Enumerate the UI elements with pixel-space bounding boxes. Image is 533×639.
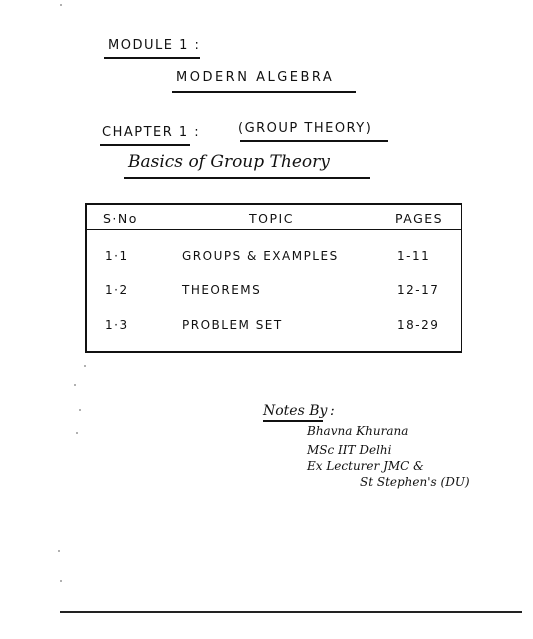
section-title-underline xyxy=(124,177,370,179)
row-sno: 1·3 xyxy=(105,318,129,332)
row-topic: PROBLEM SET xyxy=(182,318,283,332)
subject-underline xyxy=(172,91,356,93)
notes-underline xyxy=(263,420,323,422)
author-role: Ex Lecturer JMC & xyxy=(307,459,424,473)
header-topic: TOPIC xyxy=(249,211,294,226)
module-underline xyxy=(104,57,200,59)
row-sno: 1·1 xyxy=(105,249,129,263)
row-pages: 1-11 xyxy=(397,249,431,263)
row-pages: 12-17 xyxy=(397,283,440,297)
author-name: Bhavna Khurana xyxy=(307,424,409,438)
scan-speck xyxy=(74,384,76,386)
scan-speck xyxy=(79,409,81,411)
row-topic: GROUPS & EXAMPLES xyxy=(182,249,339,263)
module-label: MODULE 1 : xyxy=(108,38,201,53)
notes-label: Notes By xyxy=(263,403,328,419)
header-rule xyxy=(87,229,461,230)
row-pages: 18-29 xyxy=(397,318,440,332)
page-bottom-rule xyxy=(60,611,522,613)
header-pages: PAGES xyxy=(395,211,444,226)
chapter-underline xyxy=(100,144,190,146)
row-topic: THEOREMS xyxy=(182,283,262,297)
header-sno: S·No xyxy=(103,211,138,226)
scan-speck xyxy=(58,550,60,552)
author-degree: MSc IIT Delhi xyxy=(307,443,392,457)
subject-title: MODERN ALGEBRA xyxy=(176,70,335,85)
scan-speck xyxy=(84,365,86,367)
chapter-subtitle-underline xyxy=(240,140,388,142)
scan-speck xyxy=(60,4,62,6)
notes-colon: : xyxy=(330,403,335,419)
chapter-label: CHAPTER 1 : xyxy=(102,125,201,140)
scan-speck xyxy=(76,432,78,434)
scan-speck xyxy=(60,580,62,582)
row-sno: 1·2 xyxy=(105,283,129,297)
section-title: Basics of Group Theory xyxy=(128,152,330,172)
author-institution: St Stephen's (DU) xyxy=(360,475,470,489)
toc-table xyxy=(85,203,462,353)
chapter-subtitle: (GROUP THEORY) xyxy=(238,121,373,136)
